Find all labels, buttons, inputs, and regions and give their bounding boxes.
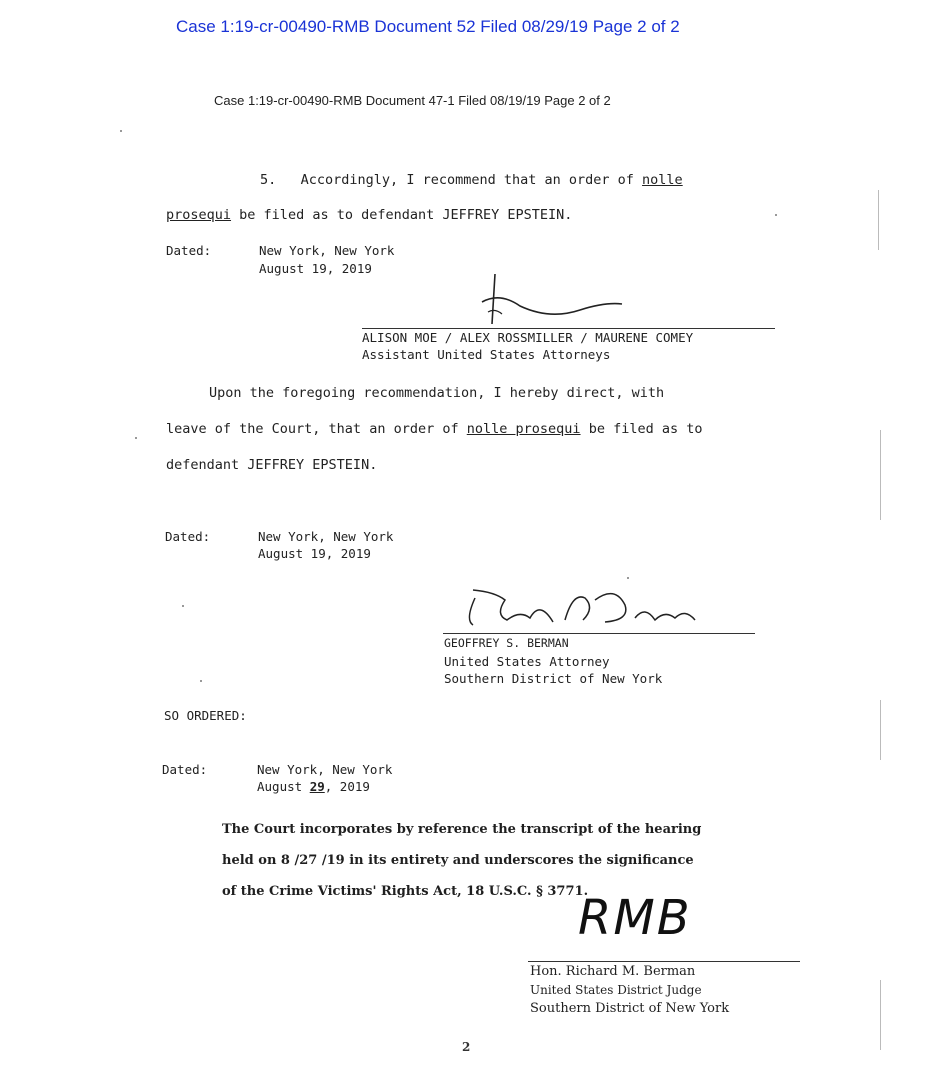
us-attorney-signature-line — [443, 633, 755, 634]
dated-place-3: New York, New York — [257, 762, 393, 777]
judge-name: Hon. Richard M. Berman — [530, 964, 696, 979]
judge-title: United States District Judge — [530, 983, 702, 997]
dated-label-1: Dated: — [166, 243, 212, 258]
date-year: , 2019 — [324, 779, 370, 794]
scan-edge-mark — [878, 190, 879, 250]
court-note-line3: of the Crime Victims' Rights Act, 18 U.S.C. § 3771. — [222, 884, 589, 899]
scan-speck — [200, 680, 202, 682]
scan-edge-mark — [880, 430, 881, 520]
direction-line2 — [166, 421, 702, 437]
dated-date-1: August 19, 2019 — [259, 261, 372, 276]
judge-district: Southern District of New York — [530, 1001, 730, 1016]
paragraph-text: Accordingly, I recommend that an order of — [300, 172, 634, 188]
nolle-term: nolle — [642, 172, 683, 188]
scan-edge-mark — [880, 980, 881, 1050]
dated-label-2: Dated: — [165, 529, 211, 544]
judge-signature-line — [528, 961, 800, 962]
scan-speck — [135, 437, 137, 439]
paragraph-text: be filed as to defendant JEFFREY EPSTEIN. — [239, 207, 573, 223]
us-attorney-signature — [445, 580, 765, 640]
direction-text: be filed as to — [588, 421, 703, 437]
date-month: August — [257, 779, 303, 794]
paragraph-number: 5. — [260, 172, 277, 188]
us-attorney-name: GEOFFREY S. BERMAN — [444, 636, 569, 650]
dated-place-2: New York, New York — [258, 529, 394, 544]
scan-speck — [627, 577, 629, 579]
judge-handwritten-initials: RMB — [578, 890, 692, 946]
ausa-names: ALISON MOE / ALEX ROSSMILLER / MAURENE COMEY — [362, 330, 694, 345]
original-filing-header: Case 1:19-cr-00490-RMB Document 47-1 Filed 08/19/19 Page 2 of 2 — [214, 93, 611, 108]
direction-line3: defendant JEFFREY EPSTEIN. — [166, 457, 378, 473]
court-note-line1: The Court incorporates by reference the transcript of the hearing — [222, 822, 702, 837]
us-attorney-district: Southern District of New York — [444, 671, 663, 686]
paragraph-5-line2 — [166, 207, 572, 223]
ausa-title: Assistant United States Attorneys — [362, 347, 611, 362]
page-number: 2 — [462, 1040, 471, 1054]
us-attorney-title: United States Attorney — [444, 654, 610, 669]
scan-edge-mark — [880, 700, 881, 760]
ecf-filing-header: Case 1:19-cr-00490-RMB Document 52 Filed 08/29/19 Page 2 of 2 — [176, 17, 680, 36]
scan-speck — [120, 130, 122, 132]
dated-date-2: August 19, 2019 — [258, 546, 371, 561]
direction-line1: Upon the foregoing recommendation, I hereby direct, with — [209, 385, 665, 401]
dated-date-3 — [257, 779, 370, 794]
paragraph-5-line1 — [260, 172, 683, 188]
dated-label-3: Dated: — [162, 762, 208, 777]
court-note-line2: held on 8 /27 /19 in its entirety and underscores the significance — [222, 853, 694, 868]
scan-speck — [775, 214, 777, 216]
date-day-handwritten: 29 — [309, 779, 325, 794]
direction-text: leave of the Court, that an order of — [166, 421, 459, 437]
nolle-prosequi-term: nolle prosequi — [466, 421, 581, 437]
scan-speck — [182, 605, 184, 607]
prosequi-term: prosequi — [166, 207, 232, 223]
so-ordered: SO ORDERED: — [164, 708, 247, 723]
dated-place-1: New York, New York — [259, 243, 395, 258]
ausa-signature-line — [362, 328, 775, 329]
